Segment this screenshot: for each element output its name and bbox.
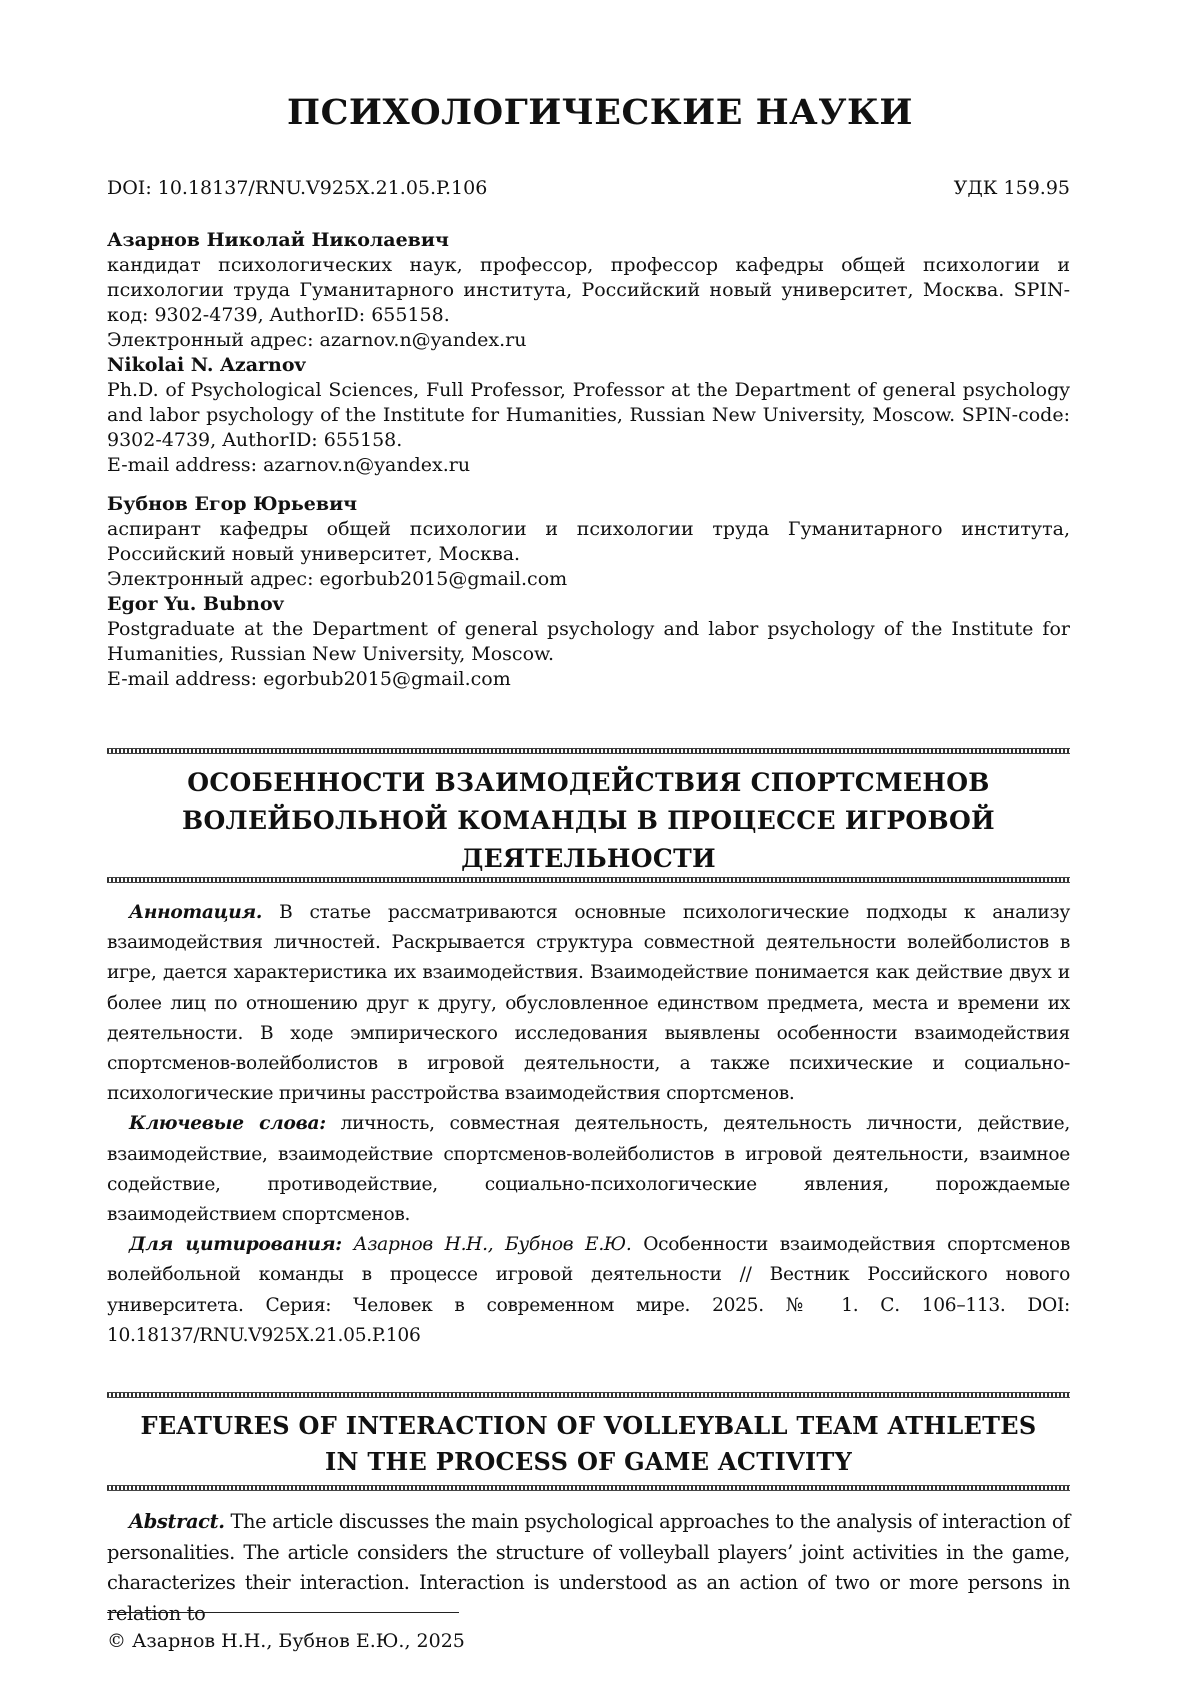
authors-block [107,228,1070,692]
author-email-ru: Электронный адрес: azarnov.n@yandex.ru [107,329,527,351]
author-affiliation-ru: аспирант кафедры общей психологии и психологии труда Гуманитарного института, Российский новый университет, Москва. [107,518,1070,565]
author-email-ru: Электронный адрес: egorbub2015@gmail.com [107,568,568,590]
divider [107,748,1070,754]
citation-label: Для цитирования: [129,1234,342,1256]
abstract-ru [107,898,1070,1351]
doi: DOI: 10.18137/RNU.V925X.21.05.P.106 [107,177,488,199]
title-line: ВОЛЕЙБОЛЬНОЙ КОМАНДЫ В ПРОЦЕССЕ ИГРОВОЙ [182,806,995,835]
author-affiliation-ru: кандидат психологических наук, профессор, профессор кафедры общей психологии и психологии труда Гуманитарного института, Российский новый университет, Москва. SPIN-код: 9302-4739, AuthorID: 655158. [107,254,1070,326]
footnote-rule [107,1612,459,1613]
author-affiliation-en: Postgraduate at the Department of general psychology and labor psychology of the Institute for Humanities, Russian New University, Moscow. [107,618,1070,665]
doi-udk-row [107,177,1070,199]
citation-paragraph [107,1230,1070,1351]
title-line: IN THE PROCESS OF GAME ACTIVITY [324,1447,853,1476]
author-name-en: Egor Yu. Bubnov [107,593,284,615]
citation-text: Особенности взаимодействия спортсменов волейбольной команды в процессе игровой деятельности // Вестник Российского нового университета. Серия: Человек в современном мире. 2025. № 1. С. 106–113. DOI: 10.18137/RNU.V925X.21.05.P.106 [107,1234,1070,1346]
divider [107,1485,1070,1491]
author-name-en: Nikolai N. Azarnov [107,354,306,376]
divider [107,877,1070,883]
abstract-en [107,1507,1070,1629]
keywords-label: Ключевые слова: [129,1113,326,1135]
annotation-label: Аннотация. [129,902,263,923]
author-email-en: E-mail address: egorbub2015@gmail.com [107,668,511,690]
divider [107,1392,1070,1398]
copyright: © Азарнов Н.Н., Бубнов Е.Ю., 2025 [107,1630,465,1652]
author-1 [107,228,1070,478]
citation-authors: Азарнов Н.Н., Бубнов Е.Ю. [353,1234,632,1256]
annotation-text: В статье рассматриваются основные психологические подходы к анализу взаимодействия личностей. Раскрывается структура совместной деятельности волейболистов в игре, дается характеристика их взаимодействия. Взаимодействие понимается как действие двух и более лиц по отношению друг к другу, обусловленное единством предмета, места и времени их деятельности. В ходе эмпирического исследования выявлены особенности взаимодействия спортсменов-волейболистов в игровой деятельности, а также психические и социально-психологические причины расстройства взаимодействия спортсменов. [107,902,1070,1105]
title-line: ДЕЯТЕЛЬНОСТИ [461,844,716,873]
abstract-text: The article discusses the main psychological approaches to the analysis of interaction of personalities. The article considers the structure of volleyball players’ joint activities in the game, characterizes their interaction. Interaction is understood as an action of two or more persons in relation to [107,1510,1070,1625]
annotation-paragraph [107,898,1070,1109]
keywords-text: личность, совместная деятельность, деятельность личности, действие, взаимодействие, взаимодействие спортсменов-волейболистов в игровой деятельности, взаимное содействие, противодействие, социально-психологические явления, порождаемые взаимодействием спортсменов. [107,1113,1070,1226]
abstract-label: Abstract. [129,1510,225,1533]
title-line: FEATURES OF INTERACTION OF VOLLEYBALL TEAM ATHLETES [140,1411,1037,1440]
author-2 [107,492,1070,692]
author-email-en: E-mail address: azarnov.n@yandex.ru [107,454,471,476]
author-name-ru: Бубнов Егор Юрьевич [107,493,358,515]
keywords-paragraph [107,1109,1070,1230]
author-name-ru: Азарнов Николай Николаевич [107,229,449,251]
section-title: ПСИХОЛОГИЧЕСКИЕ НАУКИ [287,92,913,133]
abstract-paragraph [107,1507,1070,1629]
udk-code: УДК 159.95 [953,177,1070,199]
title-line: ОСОБЕННОСТИ ВЗАИМОДЕЙСТВИЯ СПОРТСМЕНОВ [187,768,990,797]
author-affiliation-en: Ph.D. of Psychological Sciences, Full Professor, Professor at the Department of general psychology and labor psychology of the Institute for Humanities, Russian New University, Moscow. SPIN-code: 9302-4739, AuthorID: 655158. [107,379,1070,451]
article-title-en [107,1408,1070,1480]
article-title-ru [107,764,1070,878]
